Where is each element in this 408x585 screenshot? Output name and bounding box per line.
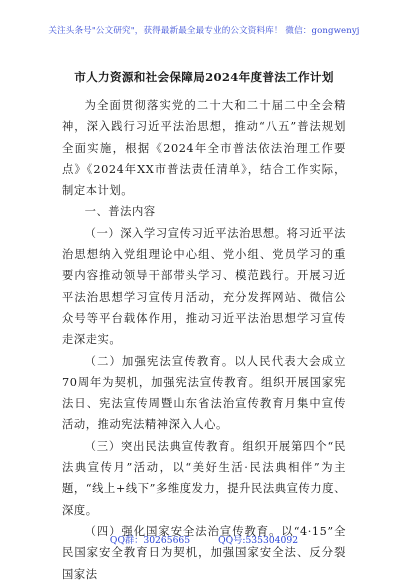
qq-number: QQ号:535304092: [218, 535, 299, 546]
document-title: 市人力资源和社会保障局2024年度普法工作计划: [74, 70, 334, 84]
paragraph-item-4: （四）强化国家安全法治宣传教育。以“4·15”全民国家安全教育日为契机，加强国家安全法、反分裂国家法: [62, 524, 346, 581]
footer-contact: [0, 532, 408, 546]
header-banner: 关注头条号"公文研究"，获得最新最全最专业的公文资料库！ 微信：gongwenyj: [48, 26, 360, 36]
paragraph-intro: 为全面贯彻落实党的二十大和二十届二中全会精神，深入践行习近平法治思想，推动“八五”普法规划全面实施，根据《2024年全市普法依法治理工作要点》《2024年XX市普法责任清单》，结合工作实际，制定本计划。: [62, 99, 346, 198]
paragraph-item-2: （二）加强宪法宣传教育。以人民代表大会成立70周年为契机，加强宪法宣传教育。组织开展国家宪法日、宪法宣传周暨山东省法治宣传教育月集中宣传活动，推动宪法精神深入人心。: [62, 354, 346, 432]
qq-group: QQ群：30265665: [109, 535, 191, 546]
paragraph-item-3: （三）突出民法典宣传教育。组织开展第四个“民法典宣传月”活动，以“美好生活·民法典相伴”为主题，“线上+线下”多维度发力，提升民法典宣传力度、深度。: [62, 439, 346, 517]
document-body: [62, 95, 346, 585]
paragraph-item-1: （一）深入学习宣传习近平法治思想。将习近平法治思想纳入党组理论中心组、党小组、党员学习的重要内容推动领导干部带头学习、模范践行。开展习近平法治思想学习宣传月活动，充分发挥网站、微信公众号等平台载体作用，推动习近平法治思想学习宣传走深走实。: [62, 226, 346, 347]
section-heading: 一、普法内容: [84, 205, 156, 219]
